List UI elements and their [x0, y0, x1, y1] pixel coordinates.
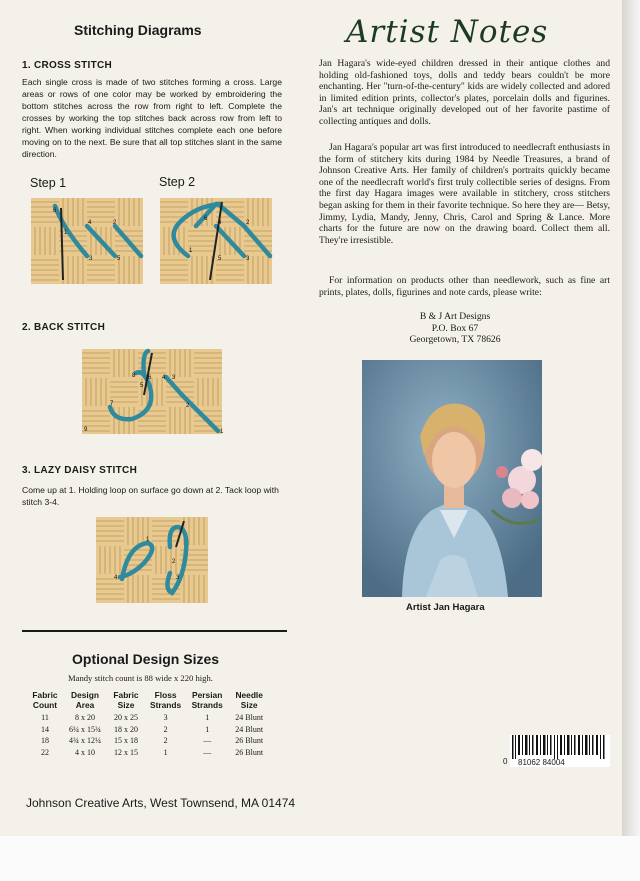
cell: — [203, 736, 212, 745]
table-row [26, 747, 269, 759]
back-n3: 3 [172, 375, 176, 381]
back-n4: 4 [162, 375, 166, 381]
lazy-n3: 3 [176, 575, 180, 581]
cell: 2 [163, 736, 168, 745]
cell: 26 Blunt [235, 747, 264, 757]
step1-n3: 3 [89, 256, 93, 262]
step1-n2: 2 [113, 220, 117, 226]
cell: 1 [205, 713, 210, 722]
address-line: B & J Art Designs [419, 311, 491, 322]
step2-n1: 1 [189, 248, 193, 254]
col-fabric-count: Fabric Count [32, 690, 58, 710]
barcode-prefix: 0 [503, 757, 508, 766]
artist-photo [362, 360, 542, 597]
cell: 12 x 15 [114, 747, 138, 757]
col-fabric-size: Fabric Size [113, 690, 139, 710]
lazy-daisy-heading: 3. LAZY DAISY STITCH [22, 465, 138, 476]
table-row [26, 735, 269, 747]
stitch-count-note: Mandy stitch count is 88 wide x 220 high. [68, 673, 213, 683]
lazy-daisy-instructions: Come up at 1. Holding loop on surface go down at 2. Tack loop with stitch 3-4. [22, 485, 279, 507]
col-design-area: Design Area [71, 690, 99, 710]
lazy-daisy-diagram [96, 517, 208, 603]
step2-n5: 5 [218, 256, 222, 262]
step2-n6: 6 [204, 216, 208, 222]
artist-notes-para-2: Jan Hagara's popular art was first introduced to needlecraft enthusiasts in the form of stitchery kits during 1984 by Needle Treasures, a brand of Johnson Creative Arts. Her family of children's portraits quickly became one of the needlecraft world's first truly collectible series of designs. From the first day Hagara images were available in stitchery, cross stitchers began asking for them in their favorite technique. So here they are— Betsy, Jimmy, Lydia, Mandy, Jenny, Chris, Carol and Spring & Lance. More charts for the future are now on the drawing board. Collect them all. They're irresistible. [319, 142, 610, 246]
lazy-n4: 4 [114, 575, 118, 581]
col-needle-size: Needle Size [235, 690, 263, 710]
table-row [26, 724, 269, 736]
scan-margin [0, 836, 640, 881]
step1-n6: 6 [53, 208, 57, 214]
address-line: P.O. Box 67 [431, 322, 479, 334]
publisher-footer: Johnson Creative Arts, West Townsend, MA 01474 [26, 796, 296, 810]
col-persian-strands: Persian Strands [191, 690, 223, 710]
cell: 4¾ x 12¼ [69, 736, 101, 745]
col-floss-strands: Floss Strands [150, 690, 182, 710]
cell: 14 [41, 724, 49, 734]
cell: 1 [205, 724, 210, 734]
step2-n4: 4 [218, 220, 222, 226]
cell: 26 Blunt [235, 736, 264, 745]
step-1-label: Step 1 [30, 176, 67, 190]
mailing-address [360, 311, 550, 346]
cell: 1 [163, 747, 168, 757]
step2-n3: 3 [246, 256, 250, 262]
table-row [26, 712, 269, 724]
step-2-diagram [160, 198, 272, 284]
cell: 15 x 18 [114, 736, 138, 745]
table-header-row [26, 690, 269, 712]
back-n1: 1 [220, 429, 224, 435]
cell: 24 Blunt [235, 724, 264, 734]
back-n2: 2 [186, 403, 190, 409]
design-sizes-table [26, 690, 269, 758]
cell: 4 x 10 [75, 747, 95, 757]
cell: 6¼ x 15¾ [69, 724, 101, 734]
back-n6: 6 [148, 375, 152, 381]
step1-n4: 4 [88, 220, 92, 226]
cell: 2 [163, 724, 168, 734]
photo-caption: Artist Jan Hagara [406, 602, 485, 613]
cell: 20 x 25 [114, 713, 138, 722]
artist-notes-para-3: For information on products other than needlework, such as fine art prints, plates, dolls, figurines and note cards, please write: [319, 275, 610, 298]
cell: 3 [163, 713, 168, 722]
cell: 18 [41, 736, 49, 745]
cross-stitch-instructions: Each single cross is made of two stitches forming a cross. Large areas or rows of one color may be worked by embroidering the bottom stitches across the row from right to left. Complete the crosses by working the top stitches back across row from left to right. When working individual stitches complete each one before moving on to the next. Be sure that all top stitches slant in the same direction. [22, 77, 282, 159]
cell: 11 [41, 713, 49, 722]
cell: 8 x 20 [75, 713, 95, 722]
back-n8: 8 [132, 373, 136, 379]
cell: — [203, 747, 212, 757]
design-sizes-title: Optional Design Sizes [72, 651, 220, 667]
step-2-label: Step 2 [159, 175, 196, 189]
section-divider [22, 630, 287, 632]
stitching-diagrams-title: Stitching Diagrams [74, 22, 202, 38]
back-stitch-heading: 2. BACK STITCH [22, 322, 106, 333]
page-edge-shadow [622, 0, 640, 836]
cell: 22 [41, 747, 49, 757]
barcode-number: 81062 84004 [518, 758, 565, 767]
cell: 24 Blunt [235, 713, 264, 722]
step1-n1: 1 [64, 230, 68, 236]
address-line: Georgetown, TX 78626 [409, 334, 501, 346]
artist-notes-para-1: Jan Hagara's wide-eyed children dressed in their antique clothes and holding old-fashioned toys, dolls and teddy bears couldn't be more enchanting. Her "turn-of-the-century" kids are widely collected and adored in limited edition prints, collector's plates, porcelain dolls and figurines. Jan's art technique originally developed out of her favorite pastime of collecting antiques and dolls. [319, 58, 610, 127]
back-stitch-diagram [82, 349, 222, 434]
cell: 18 x 20 [114, 724, 138, 734]
back-n9: 9 [84, 427, 88, 433]
step2-n2: 2 [246, 220, 250, 226]
step1-n5: 5 [117, 256, 121, 262]
lazy-n1: 1 [146, 537, 150, 543]
lazy-n2: 2 [172, 559, 176, 565]
back-n5: 5 [140, 383, 144, 389]
cross-stitch-heading: 1. CROSS STITCH [22, 60, 113, 71]
artist-notes-title: Artist Notes [346, 14, 549, 50]
step-1-diagram [31, 198, 143, 284]
back-n7: 7 [110, 401, 114, 407]
